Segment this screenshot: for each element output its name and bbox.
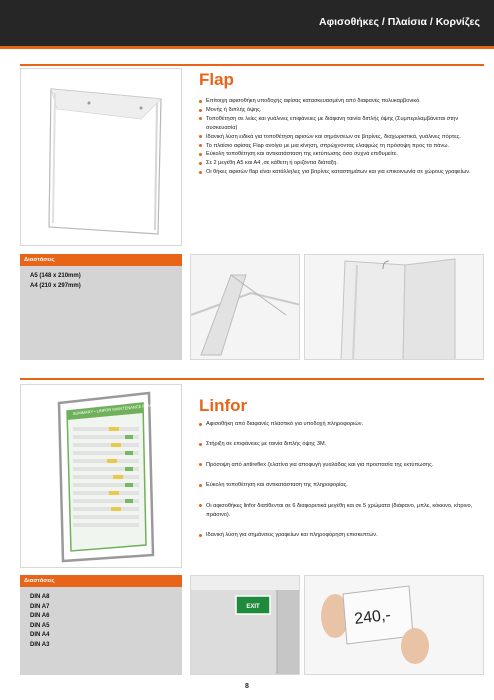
flap-detail-image-1 <box>190 254 300 360</box>
page-number: 8 <box>245 683 249 690</box>
flap-dimensions-panel <box>20 254 182 360</box>
list-item: A4 (210 x 297mm) <box>30 282 81 289</box>
list-item: DIN A7 <box>30 603 50 610</box>
list-item: Ιδανική λύση για σημάνσεις γραφείων και πληροφόρηση επισκεπτών. <box>199 531 484 540</box>
list-item: Εύκολη τοποθέτηση και αντικατάσταση της πληροφορίας. <box>199 481 484 490</box>
flap-dimensions-label: Διαστάσεις <box>24 256 55 263</box>
flap-section-rule <box>20 64 484 66</box>
list-item: Μονής ή διπλής όψης. <box>199 106 484 115</box>
price-tag-text: 240,- <box>353 606 392 628</box>
list-item: DIN A8 <box>30 594 50 600</box>
linfor-dimensions-header <box>20 575 182 587</box>
exit-sign-text: EXIT <box>246 604 260 610</box>
list-item: Οι θήκες αφισών flap είναι κατάλληλες για βιτρίνες καταστημάτων και για επικοινωνία σε χώρους γραφείων. <box>199 168 484 177</box>
list-item: Πρόσοψη από antireflex ζελατίνα για αποφυγή γυαλάδας και για προστασία της εκτύπωσης. <box>199 461 484 470</box>
list-item: Ιδανική λύση ειδικά για τοποθέτηση αφισών και σημάνσεων σε βιτρίνες, διαχωριστικά, γυάλινες πόρτες. <box>199 133 484 142</box>
linfor-dimensions-panel <box>20 575 182 675</box>
flap-dimensions-header <box>20 254 182 266</box>
header-title: Αφισοθήκες / Πλαίσια / Κορνίζες <box>318 16 480 28</box>
linfor-exit-sign-image <box>190 575 300 675</box>
list-item: Σε 2 μεγέθη Α5 και Α4 ,σε κάθετη ή οριζόντια διάταξη. <box>199 159 484 168</box>
list-item: DIN A6 <box>30 613 50 619</box>
linfor-feature-list <box>199 420 484 551</box>
flap-product-image <box>20 68 182 246</box>
page-header <box>0 0 494 46</box>
linfor-dimensions-list <box>30 593 49 650</box>
list-item: DIN A5 <box>30 622 50 629</box>
linfor-title: Linfor <box>199 396 248 415</box>
flap-dimensions-list <box>30 272 81 291</box>
list-item: Στήριξη σε επιφάνειες με ταινία διπλής όψης 3Μ. <box>199 440 484 449</box>
flap-detail-image-2 <box>304 254 484 360</box>
list-item: DIN A3 <box>30 641 50 648</box>
flap-feature-list <box>199 97 484 177</box>
list-item: A5 (148 x 210mm) <box>30 273 81 279</box>
header-accent-line <box>0 46 494 49</box>
flap-title: Flap <box>199 70 234 89</box>
linfor-sign-title: SUMMARY • LINFOR MAINTENANCE PLAN <box>72 402 154 416</box>
list-item: Το πλαίσιο αφίσας Flap ανοίγει με μια κίνηση, σπρώχνοντας ελαφρώς τη πρόσοψη προς τα πάνω. <box>199 142 484 151</box>
list-item: Επίτοιχη αφισοθήκη υποδοχής αφίσας κατασκευασμένη από διαφανές πολυκαρβονικό. <box>199 97 484 106</box>
list-item: Αφισοθήκη από διαφανές πλαστικό για υποδοχή πληροφοριών. <box>199 420 484 429</box>
linfor-price-tag-image <box>304 575 484 675</box>
linfor-product-image <box>20 384 182 568</box>
linfor-dimensions-label: Διαστάσεις <box>24 577 55 584</box>
linfor-section-rule <box>20 378 484 380</box>
list-item: Εύκολη τοποθέτηση και αντικατάσταση της εκτύπωσης όσο συχνά επιθυμείτε. <box>199 150 484 159</box>
list-item: Οι αφισοθήκες linfor διατίθενται σε 6 διαφορετικά μεγέθη και σε 5 χρώματα (διάφανο, μπλε, κόκκινο, κίτρινο, πράσινο). <box>199 502 484 520</box>
list-item: Τοποθέτηση σε λείες και γυάλινες επιφάνειες με διάφανη ταινία διπλής όψης (Συμπεριλαμβάνεται στην συσκευασία) <box>199 115 484 133</box>
list-item: DIN A4 <box>30 632 50 638</box>
